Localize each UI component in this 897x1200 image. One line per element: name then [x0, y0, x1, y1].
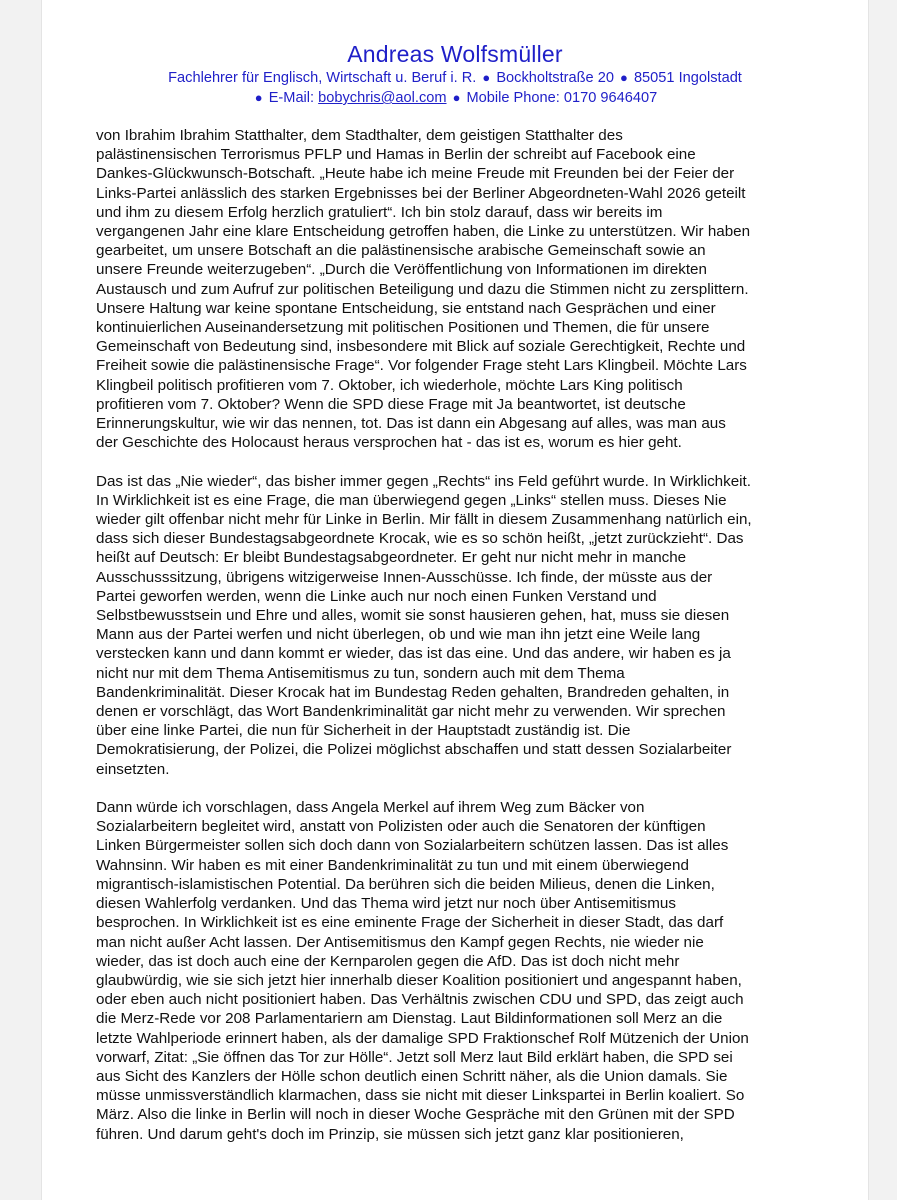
bullet-icon: ●	[254, 90, 263, 105]
text-line: migrantisch-islamistischen Potential. Da berühren sich die beiden Milieus, denen die Linken,	[96, 875, 715, 893]
text-line: Dankes-Glückwunsch-Botschaft. „Heute habe ich meine Freude mit Freunden bei der Feier der	[96, 165, 735, 183]
text-line: einsetzten.	[96, 760, 170, 778]
text-line: man nicht außer Acht lassen. Der Antisemitismus den Kampf gegen Rechts, nie wieder nie	[96, 933, 704, 951]
text-line: oder eben auch nicht positioniert haben. Das Verhältnis zwischen CDU und SPD, das zeigt auch	[96, 991, 744, 1009]
text-line: Freiheit sowie die palästinensische Frage“. Vor folgender Frage steht Lars Klingbeil. Möchte Lars	[96, 357, 747, 375]
text-line: Das ist das „Nie wieder“, das bisher immer gegen „Rechts“ ins Feld geführt wurde. In Wirklichkeit.	[96, 472, 751, 490]
bullet-icon: ●	[452, 90, 461, 105]
city-address: 85051 Ingolstadt	[633, 70, 742, 86]
text-line: Gemeinschaft von Bedeutung sind, insbesondere mit Blick auf soziale Gerechtigkeit, Rechte und	[96, 338, 746, 356]
text-line: Austausch und zum Aufruf zur politischen Beteiligung und dazu die Stimmen nicht zu zersplittern.	[96, 280, 749, 298]
text-line: Klingbeil politisch profitieren vom 7. Oktober, ich wiederhole, möchte Lars King politisch	[96, 376, 683, 394]
street-address: Bockholtstraße 20	[496, 70, 614, 86]
paragraph	[96, 472, 826, 779]
author-name: Andreas Wolfsmüller	[347, 41, 563, 67]
text-line: Linken Bürgermeister sollen sich doch dann von Sozialarbeitern schützen lassen. Das ist alles	[96, 837, 729, 855]
email-link[interactable]: bobychris@aol.com	[318, 90, 447, 106]
paragraph	[96, 798, 826, 1144]
text-line: denen er vorschlägt, das Wort Bandenkriminalität gar nicht mehr zu verwenden. Wir sprechen	[96, 703, 726, 721]
text-line: Mann aus der Partei werfen und nicht überlegen, ob und wie man ihn jetzt eine Weile lang	[96, 626, 701, 644]
text-line: palästinensischen Terrorismus PFLP und Hamas in Berlin der schreibt auf Facebook eine	[96, 146, 696, 164]
text-line: Dann würde ich vorschlagen, dass Angela Merkel auf ihrem Weg zum Bäcker von	[96, 799, 645, 817]
text-line: Unsere Haltung war keine spontane Entscheidung, sie entstand nach Gesprächen und einer	[96, 299, 716, 317]
letterhead-line-1	[42, 68, 868, 88]
phone-number: Mobile Phone: 0170 9646407	[466, 90, 658, 106]
paragraph	[96, 126, 826, 452]
text-line: letzte Wahlperiode erinnert haben, als der damalige SPD Fraktionschef Rolf Mützenich der Union	[96, 1029, 749, 1047]
text-line: diesen Wahlerfolg verdanken. Und das Thema wird jetzt nur noch über Antisemitismus	[96, 895, 676, 913]
text-line: der Geschichte des Holocaust heraus versprochen hat - das ist es, worum es hier geht.	[96, 434, 682, 452]
profession: Fachlehrer für Englisch, Wirtschaft u. Beruf i. R.	[168, 70, 477, 86]
letterhead	[42, 40, 868, 108]
text-line: vergangenen Jahr eine klare Entscheidung getroffen haben, die Linke zu unterstützen. Wir haben	[96, 223, 751, 241]
bullet-icon: ●	[482, 70, 491, 85]
document-page	[42, 0, 868, 1200]
text-line: profitieren vom 7. Oktober? Wenn die SPD diese Frage mit Ja beantwortet, ist deutsche	[96, 395, 686, 413]
letterhead-line-2	[42, 88, 868, 108]
text-line: heißt auf Deutsch: Er bleibt Bundestagsabgeordneter. Er geht nur nicht mehr in manche	[96, 549, 687, 567]
text-line: müsse unmissverständlich klarmachen, dass sie nicht mit dieser Linkspartei in Berlin koaliert. So	[96, 1087, 745, 1105]
text-line: vorwarf, Zitat: „Sie öffnen das Tor zur Hölle“. Jetzt soll Merz laut Bild erklärt haben, die SPD sei	[96, 1048, 733, 1066]
text-line: dass sich dieser Bundestagsabgeordnete Krocak, wie es so schön heißt, „jetzt zurückzieht“. Das	[96, 530, 744, 548]
text-line: nicht nur mit dem Thema Antisemitismus zu tun, sondern auch mit dem Thema	[96, 664, 625, 682]
text-line: aus Sicht des Kanzlers der Hölle schon deutlich einen Schritt näher, als die Union damals. Sie	[96, 1067, 728, 1085]
email-label: E-Mail:	[268, 90, 315, 106]
text-line: März. Also die linke in Berlin will noch in dieser Woche Gespräche mit den Grünen mit der SPD	[96, 1106, 735, 1124]
text-line: führen. Und darum geht's doch im Prinzip, sie müssen sich jetzt ganz klar positionieren,	[96, 1125, 684, 1143]
text-line: glaubwürdig, wie sie sich jetzt hier innerhalb dieser Koalition positioniert und angespannt haben,	[96, 971, 742, 989]
text-line: Erinnerungskultur, wie wir das nennen, tot. Das ist dann ein Abgesang auf alles, was man aus	[96, 415, 726, 433]
text-line: verstecken kann und dann kommt er wieder, das ist das eine. Und das andere, wir haben es ja	[96, 645, 731, 663]
text-line: besprochen. In Wirklichkeit ist es eine eminente Frage der Sicherheit in dieser Stadt, das darf	[96, 914, 724, 932]
text-line: und ihm zu diesem Erfolg herzlich gratuliert“. Ich bin stolz darauf, dass wir bereits im	[96, 203, 663, 221]
text-line: Links-Partei anlässlich des starken Ergebnisses bei der Berliner Abgeordneten-Wahl 2026 geteilt	[96, 184, 746, 202]
letter-body	[96, 126, 826, 1163]
text-line: von Ibrahim Ibrahim Statthalter, dem Stadthalter, dem geistigen Statthalter des	[96, 127, 623, 144]
text-line: kontinuierlichen Auseinandersetzung mit politischen Positionen und Themen, die für unsere	[96, 319, 710, 337]
text-line: Demokratisierung, der Polizei, die Polizei möglichst abschaffen und statt dessen Sozialarbeiter	[96, 741, 732, 759]
text-line: Selbstbewusstsein und Ehre und alles, womit sie sonst hausieren gehen, hat, muss sie diesen	[96, 607, 730, 625]
text-line: Partei geworfen werden, wenn die Linke auch nur noch einen Funken Verstand und	[96, 587, 657, 605]
text-line: In Wirklichkeit ist es eine Frage, die man überwiegend gegen „Links“ stellen muss. Dieses Nie	[96, 491, 727, 509]
text-line: Wahnsinn. Wir haben es mit einer Bandenkriminalität zu tun und mit einem überwiegend	[96, 856, 689, 874]
text-line: Sozialarbeitern begleitet wird, anstatt von Polizisten oder auch die Senatoren der künftigen	[96, 818, 706, 836]
bullet-icon: ●	[620, 70, 628, 85]
text-line: wieder, das ist doch auch eine der Kernparolen gegen die AfD. Das ist doch nicht mehr	[96, 952, 680, 970]
text-line: unsere Freunde weiterzugeben“. „Durch die Veröffentlichung von Informationen im direkten	[96, 261, 707, 279]
text-line: gearbeitet, um unsere Botschaft an die palästinensische arabische Gemeinschaft sowie an	[96, 242, 706, 260]
text-line: Ausschusssitzung, übrigens witzigerweise Innen-Ausschüsse. Ich finde, der müsste aus der	[96, 568, 713, 586]
text-line: wieder gilt offenbar nicht mehr für Linke in Berlin. Mir fällt in diesem Zusammenhang natürlich ein,	[96, 511, 752, 529]
text-line: Bandenkriminalität. Dieser Krocak hat im Bundestag Reden gehalten, Brandreden gehalten, in	[96, 683, 730, 701]
text-line: über eine linke Partei, die nun für Sicherheit in der Hauptstadt zuständig ist. Die	[96, 722, 631, 740]
text-line: die Merz-Rede vor 208 Parlamentariern am Dienstag. Laut Bildinformationen soll Merz an die	[96, 1010, 723, 1028]
